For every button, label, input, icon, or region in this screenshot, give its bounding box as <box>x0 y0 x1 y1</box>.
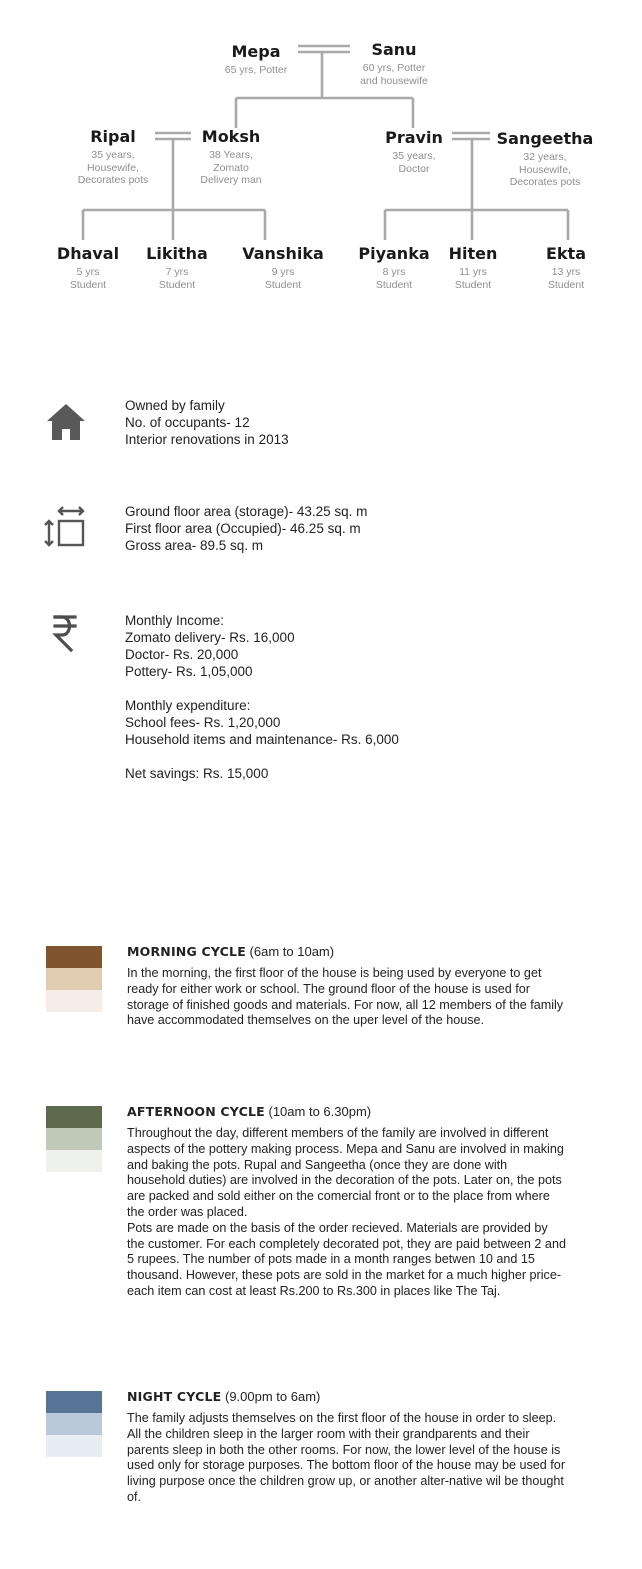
person-name: Mepa <box>231 42 281 61</box>
afternoon-cycle <box>127 1103 567 1300</box>
person-hiten <box>423 245 523 291</box>
person-desc: 32 years, Housewife, Decorates pots <box>509 151 581 188</box>
person-name: Sanu <box>371 40 417 59</box>
ownership-info <box>125 397 289 448</box>
person-desc: 9 yrs Student <box>264 266 302 291</box>
home-icon <box>46 403 86 446</box>
person-desc: 38 Years, Zomato Delivery man <box>200 149 262 186</box>
rupee-icon <box>52 614 78 657</box>
person-name: Dhaval <box>56 244 120 263</box>
person-name: Ekta <box>545 244 586 263</box>
person-desc: 60 yrs, Potter and housewife <box>360 62 428 87</box>
person-ripal <box>63 128 163 187</box>
cycle-text: Throughout the day, different members of the family are involved in different aspects of the pottery making process. Mepa and Sanu are involved in making and baking the pots. Rupal and Sangeetha (once they are done with household duties) are involved in the decoration of the pots. Later on, the pots are packed and sold either on the comercial front or to the place from where the order was placed. Pots are made on the basis of the order recieved. Materials are provided by the customer. For each completely decorated pot, they are paid between 2 and 5 rupees. The number of pots made in a month ranges betwen 10 and 15 thousand. However, these pots are sold in the market for a much higher price- each item can cost at least Rs.200 to Rs.300 in places like The Taj. <box>127 1126 566 1298</box>
cycle-text: In the morning, the first floor of the house is being used by everyone to get ready for either work or school. The ground floor of the house is used for storage of finished goods and materials. For now, all 12 members of the family have accommodated themselves on the uper level of the house. <box>127 966 564 1028</box>
person-vanshika <box>233 245 333 291</box>
ownership-line: Owned by family <box>125 398 225 413</box>
person-name: Hiten <box>448 244 498 263</box>
income-title: Monthly Income: <box>125 613 225 628</box>
finance-info <box>125 612 399 782</box>
area-line: First floor area (Occupied)- 46.25 sq. m <box>125 521 361 536</box>
person-desc: 35 years, Doctor <box>392 150 436 175</box>
expenditure-line: Household items and maintenance- Rs. 6,000 <box>125 732 399 747</box>
area-line: Gross area- 89.5 sq. m <box>125 538 264 553</box>
ownership-line: Interior renovations in 2013 <box>125 432 289 447</box>
income-line: Doctor- Rs. 20,000 <box>125 647 239 662</box>
person-sanu <box>344 41 444 87</box>
swatch <box>46 1106 102 1128</box>
person-desc: 5 yrs Student <box>69 266 107 291</box>
swatch <box>46 1413 102 1435</box>
swatch <box>46 968 102 990</box>
person-name: Ripal <box>90 127 136 146</box>
swatch <box>46 1128 102 1150</box>
person-name: Sangeetha <box>496 129 594 148</box>
cycle-title: MORNING CYCLE (6am to 10am) <box>127 944 335 959</box>
person-name: Pravin <box>385 128 443 147</box>
person-desc: 8 yrs Student <box>375 266 413 291</box>
person-desc: 65 yrs, Potter <box>224 64 288 76</box>
night-cycle <box>127 1388 567 1506</box>
person-likitha <box>127 245 227 291</box>
person-name: Moksh <box>201 127 261 146</box>
person-sangeetha <box>490 130 600 189</box>
cycle-text: The family adjusts themselves on the first floor of the house in order to sleep. All the children sleep in the larger room with their grandparents and their parents sleep in both the other rooms. For now, the lower level of the house is used only for storage purposes. The bottom floor of the house may be used for living purpose once the children grow up, or another alter-native wil be thought of. <box>127 1411 566 1504</box>
swatch <box>46 1391 102 1413</box>
swatch <box>46 990 102 1012</box>
net-savings: Net savings: Rs. 15,000 <box>125 766 269 781</box>
area-line: Ground floor area (storage)- 43.25 sq. m <box>125 504 368 519</box>
person-name: Vanshika <box>242 244 324 263</box>
income-line: Zomato delivery- Rs. 16,000 <box>125 630 295 645</box>
swatch <box>46 946 102 968</box>
area-info <box>125 503 367 554</box>
family-tree <box>0 0 642 300</box>
person-desc: 7 yrs Student <box>158 266 196 291</box>
income-line: Pottery- Rs. 1,05,000 <box>125 664 253 679</box>
person-desc: 13 yrs Student <box>547 266 585 291</box>
person-desc: 35 years, Housewife, Decorates pots <box>77 149 149 186</box>
morning-cycle <box>127 943 567 1029</box>
person-desc: 11 yrs Student <box>454 266 492 291</box>
expenditure-title: Monthly expenditure: <box>125 698 251 713</box>
swatch <box>46 1150 102 1172</box>
person-ekta <box>516 245 616 291</box>
person-mepa <box>206 43 306 77</box>
person-pravin <box>364 129 464 175</box>
expenditure-line: School fees- Rs. 1,20,000 <box>125 715 281 730</box>
area-dimension-icon <box>44 504 90 555</box>
ownership-line: No. of occupants- 12 <box>125 415 250 430</box>
cycle-title: AFTERNOON CYCLE (10am to 6.30pm) <box>127 1104 372 1119</box>
person-dhaval <box>38 245 138 291</box>
cycle-title: NIGHT CYCLE (9.00pm to 6am) <box>127 1389 321 1404</box>
person-moksh <box>181 128 281 187</box>
swatch <box>46 1435 102 1457</box>
person-name: Piyanka <box>358 244 430 263</box>
person-name: Likitha <box>146 244 208 263</box>
